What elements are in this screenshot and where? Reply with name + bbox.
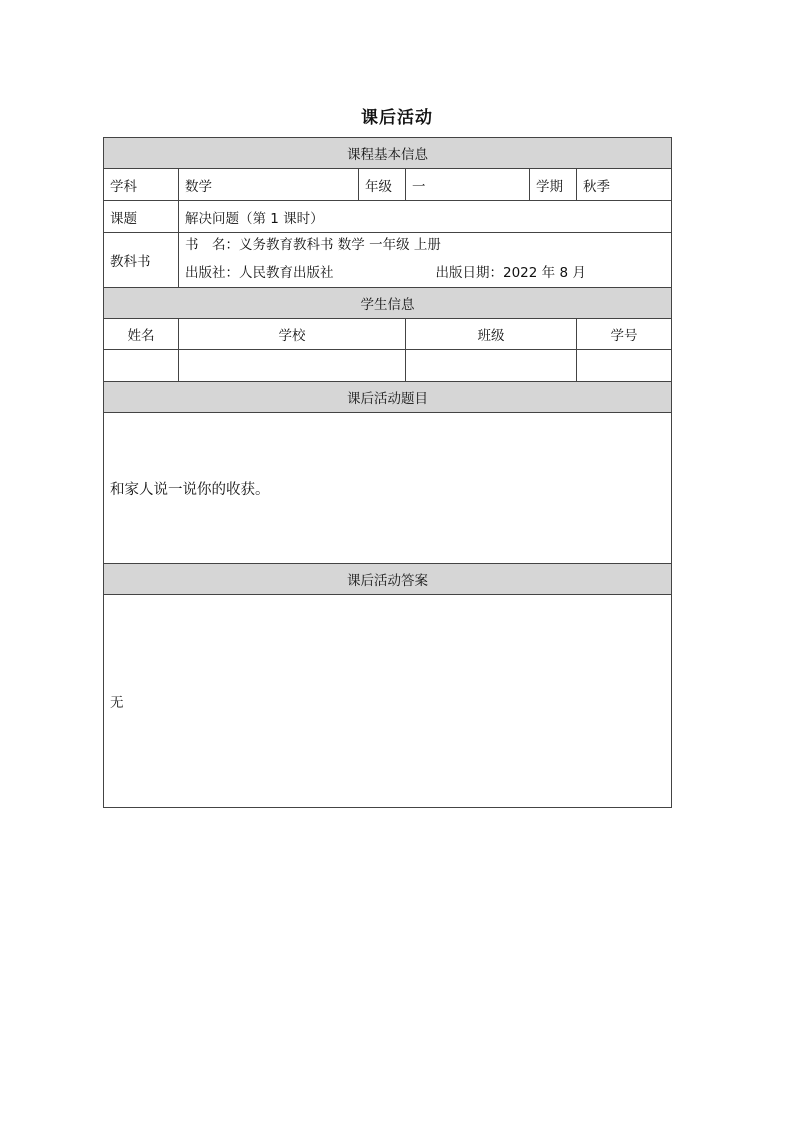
topic-label: 课题 [104, 201, 179, 233]
textbook-details [179, 233, 672, 288]
course-info-header: 课程基本信息 [104, 138, 672, 169]
term-label: 学期 [530, 169, 577, 201]
student-name-cell[interactable] [104, 350, 179, 382]
student-school-header: 学校 [179, 319, 406, 350]
activity-answer-text: 无 [104, 595, 672, 808]
grade-value: 一 [406, 169, 530, 201]
grade-label: 年级 [359, 169, 406, 201]
student-name-header: 姓名 [104, 319, 179, 350]
student-info-header: 学生信息 [104, 288, 672, 319]
page-title: 课后活动 [361, 108, 433, 128]
activity-question-text: 和家人说一说你的收获。 [104, 413, 672, 564]
term-value: 秋季 [577, 169, 672, 201]
book-name-line: 书 名：义务教育教科书 数学 一年级 上册 [185, 237, 441, 253]
student-id-header: 学号 [577, 319, 672, 350]
activity-sheet [103, 137, 672, 808]
publisher-line: 出版社：人民教育出版社 [185, 265, 334, 281]
student-class-header: 班级 [406, 319, 577, 350]
textbook-label: 教科书 [104, 233, 179, 288]
publisher-row [185, 259, 665, 287]
activity-question-header: 课后活动题目 [104, 382, 672, 413]
student-school-cell[interactable] [179, 350, 406, 382]
subject-label: 学科 [104, 169, 179, 201]
subject-value: 数学 [179, 169, 359, 201]
student-id-cell[interactable] [577, 350, 672, 382]
student-class-cell[interactable] [406, 350, 577, 382]
topic-value: 解决问题（第 1 课时） [179, 201, 672, 233]
publish-date-line: 出版日期：2022 年 8 月 [435, 265, 586, 281]
activity-answer-header: 课后活动答案 [104, 564, 672, 595]
